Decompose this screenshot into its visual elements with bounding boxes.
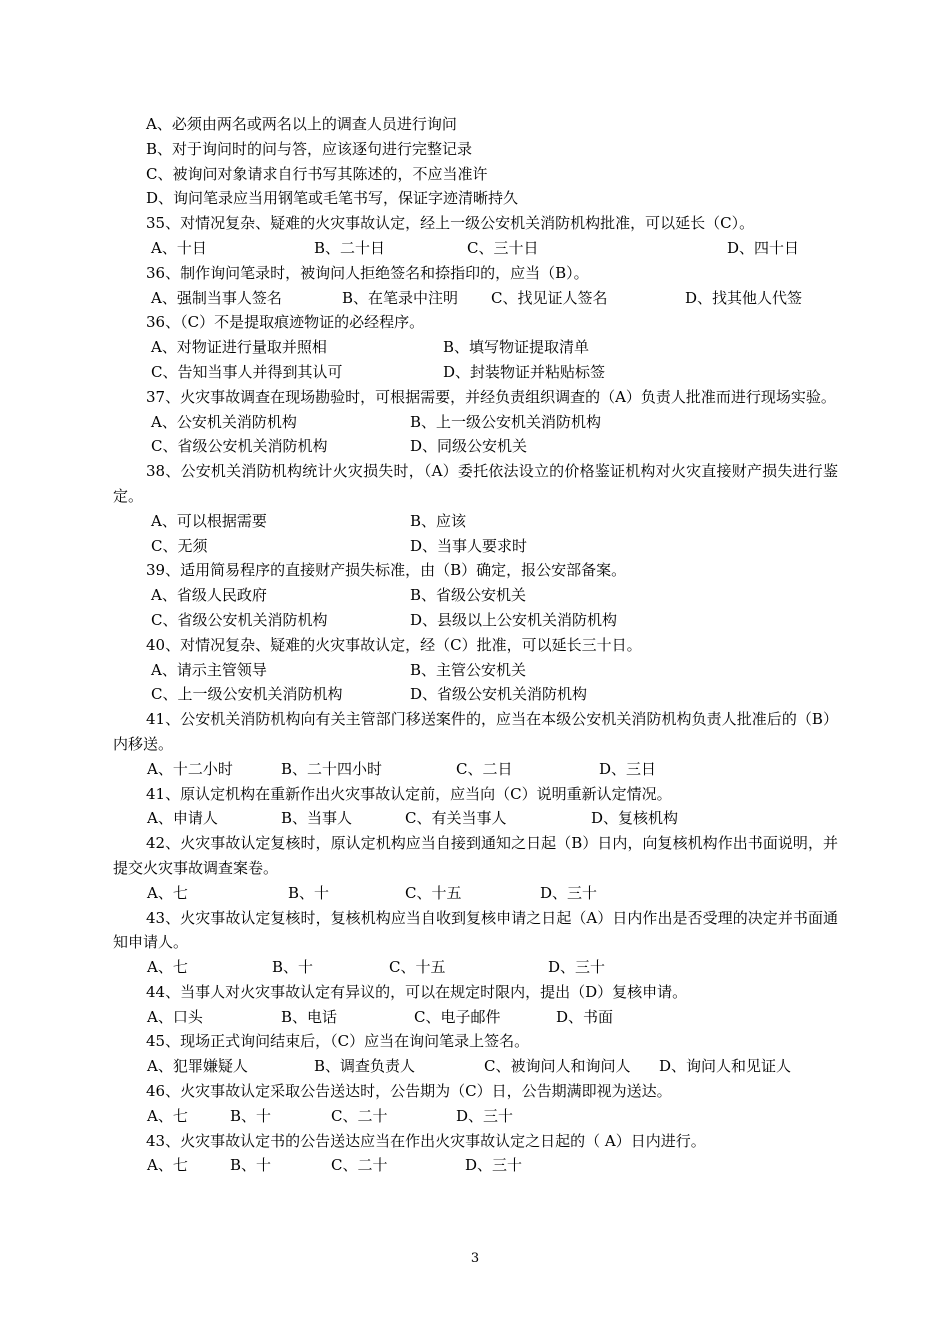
option-b: B、十: [230, 1106, 272, 1125]
option-d: D、三十: [548, 958, 606, 977]
option-b: B、应该: [410, 511, 467, 530]
option-a: A、犯罪嫌疑人: [147, 1057, 248, 1076]
question-41: 41、公安机关消防机构向有关主管部门移送案件的，应当在本级公安机关消防机构负责人批准后的（B）内移送。: [113, 710, 838, 753]
option-c: C、二日: [456, 759, 513, 778]
question-40: 40、对情况复杂、疑难的火灾事故认定，经（C）批准，可以延长三十日。: [146, 635, 642, 654]
option-b: B、二十四小时: [281, 759, 383, 778]
question-41-options: [113, 757, 838, 782]
option-line: C、被询问对象请求自行书写其陈述的，不应当准许: [146, 164, 488, 183]
question-43-options: [113, 955, 838, 980]
question-43-b: 43、火灾事故认定书的公告送达应当在作出火灾事故认定之日起的（ A）日内进行。: [146, 1131, 706, 1150]
question-46-options: [113, 1104, 838, 1129]
question-44-options: [113, 1005, 838, 1030]
option-c: C、三十日: [467, 238, 539, 257]
option-line: B、对于询问时的问与答，应该逐句进行完整记录: [146, 139, 473, 158]
option-b: B、调查负责人: [314, 1057, 416, 1076]
option-c: C、上一级公安机关消防机构: [151, 685, 343, 704]
option-c: C、二十: [331, 1106, 388, 1125]
option-b: B、当事人: [281, 809, 353, 828]
option-a: A、七: [147, 1106, 188, 1125]
option-d: D、找其他人代签: [685, 288, 803, 307]
option-b: B、十: [272, 958, 314, 977]
option-d: D、同级公安机关: [410, 437, 528, 456]
question-41-b: 41、原认定机构在重新作出火灾事故认定前，应当向（C）说明重新认定情况。: [146, 784, 672, 803]
question-35-options: [113, 236, 838, 261]
option-d: D、书面: [556, 1007, 614, 1026]
question-39-options: [113, 583, 838, 608]
option-line: D、询问笔录应当用钢笔或毛笔书写，保证字迹清晰持久: [146, 189, 519, 208]
question-38-options: [113, 509, 838, 534]
option-c: C、被询问人和询问人: [484, 1057, 631, 1076]
question-39-options-2: [113, 608, 838, 633]
option-a: A、口头: [147, 1007, 203, 1026]
question-35: 35、对情况复杂、疑难的火灾事故认定，经上一级公安机关消防机构批准，可以延长（C）。: [146, 214, 755, 233]
option-b: B、省级公安机关: [410, 586, 527, 605]
option-b: B、主管公安机关: [410, 660, 527, 679]
question-38-options-2: [113, 534, 838, 559]
option-a: A、十日: [151, 238, 207, 257]
option-c: C、有关当事人: [405, 809, 507, 828]
option-a: A、七: [147, 958, 188, 977]
question-40-options-2: [113, 682, 838, 707]
option-a: A、七: [147, 1156, 188, 1175]
question-36: 36、制作询问笔录时，被询问人拒绝签名和捺指印的，应当（B）。: [146, 263, 589, 282]
question-46: 46、火灾事故认定采取公告送达时，公告期为（C）日，公告期满即视为送达。: [146, 1082, 672, 1101]
option-c: C、省级公安机关消防机构: [151, 610, 328, 629]
question-44: 44、当事人对火灾事故认定有异议的，可以在规定时限内，提出（D）复核申请。: [146, 982, 688, 1001]
question-40-options: [113, 658, 838, 683]
option-c: C、无须: [151, 536, 208, 555]
option-c: C、十五: [405, 883, 462, 902]
option-b: B、在笔录中注明: [342, 288, 459, 307]
question-36-b: 36、（C）不是提取痕迹物证的必经程序。: [146, 313, 425, 332]
option-c: C、二十: [331, 1156, 388, 1175]
option-b: B、上一级公安机关消防机构: [410, 412, 602, 431]
question-42-options: [113, 881, 838, 906]
option-d: D、四十日: [727, 238, 800, 257]
question-36-options: [113, 286, 838, 311]
page-content: [113, 112, 838, 1178]
question-37-options-2: [113, 434, 838, 459]
question-43: 43、火灾事故认定复核时，复核机构应当自收到复核申请之日起（A）日内作出是否受理的决定并书面通知申请人。: [113, 908, 838, 952]
question-36-b-options-2: [113, 360, 838, 385]
option-line: A、必须由两名或两名以上的调查人员进行询问: [146, 115, 457, 133]
option-c: C、告知当事人并得到其认可: [151, 362, 343, 381]
page-number: 3: [470, 1251, 480, 1266]
option-d: D、复核机构: [591, 809, 679, 828]
option-c: C、电子邮件: [414, 1007, 501, 1026]
question-39: 39、适用简易程序的直接财产损失标准，由（B）确定，报公安部备案。: [146, 561, 627, 580]
option-a: A、对物证进行量取并照相: [151, 338, 327, 357]
question-37-options: [113, 410, 838, 435]
option-d: D、三日: [599, 759, 657, 778]
option-c: C、十五: [389, 958, 446, 977]
option-d: D、省级公安机关消防机构: [410, 685, 588, 704]
option-b: B、电话: [281, 1007, 338, 1026]
option-a: A、申请人: [147, 809, 218, 828]
question-42: 42、火灾事故认定复核时，原认定机构应当自接到通知之日起（B）日内，向复核机构作出书面说明，并提交火灾事故调查案卷。: [113, 834, 838, 877]
option-b: B、十: [288, 883, 330, 902]
option-d: D、三十: [456, 1106, 514, 1125]
option-d: D、封装物证并粘贴标签: [443, 362, 606, 381]
option-d: D、询问人和见证人: [659, 1057, 792, 1076]
option-d: D、三十: [465, 1156, 523, 1175]
option-a: A、省级人民政府: [151, 586, 267, 605]
question-37: 37、火灾事故调查在现场勘验时，可根据需要，并经负责组织调查的（A）负责人批准而进行现场实验。: [146, 387, 836, 406]
question-36-b-options: [113, 335, 838, 360]
option-a: A、公安机关消防机构: [151, 412, 297, 431]
question-45-options: [113, 1054, 838, 1079]
question-45: 45、现场正式询问结束后，（C）应当在询问笔录上签名。: [146, 1032, 530, 1051]
option-a: A、七: [147, 883, 188, 902]
option-c: C、省级公安机关消防机构: [151, 437, 328, 456]
option-a: A、十二小时: [147, 759, 233, 778]
option-b: B、二十日: [314, 238, 386, 257]
option-a: A、可以根据需要: [151, 511, 267, 530]
option-d: D、三十: [540, 883, 598, 902]
question-38: 38、公安机关消防机构统计火灾损失时，（A）委托依法设立的价格鉴证机构对火灾直接财产损失进行鉴定。: [113, 462, 838, 505]
option-b: B、十: [230, 1156, 272, 1175]
option-a: A、请示主管领导: [151, 660, 267, 679]
option-d: D、当事人要求时: [410, 536, 528, 555]
question-41-b-options: [113, 806, 838, 831]
question-43-b-options: [113, 1153, 838, 1178]
option-d: D、县级以上公安机关消防机构: [410, 610, 618, 629]
option-a: A、强制当事人签名: [151, 288, 282, 307]
option-b: B、填写物证提取清单: [443, 338, 590, 357]
option-c: C、找见证人签名: [491, 288, 608, 307]
